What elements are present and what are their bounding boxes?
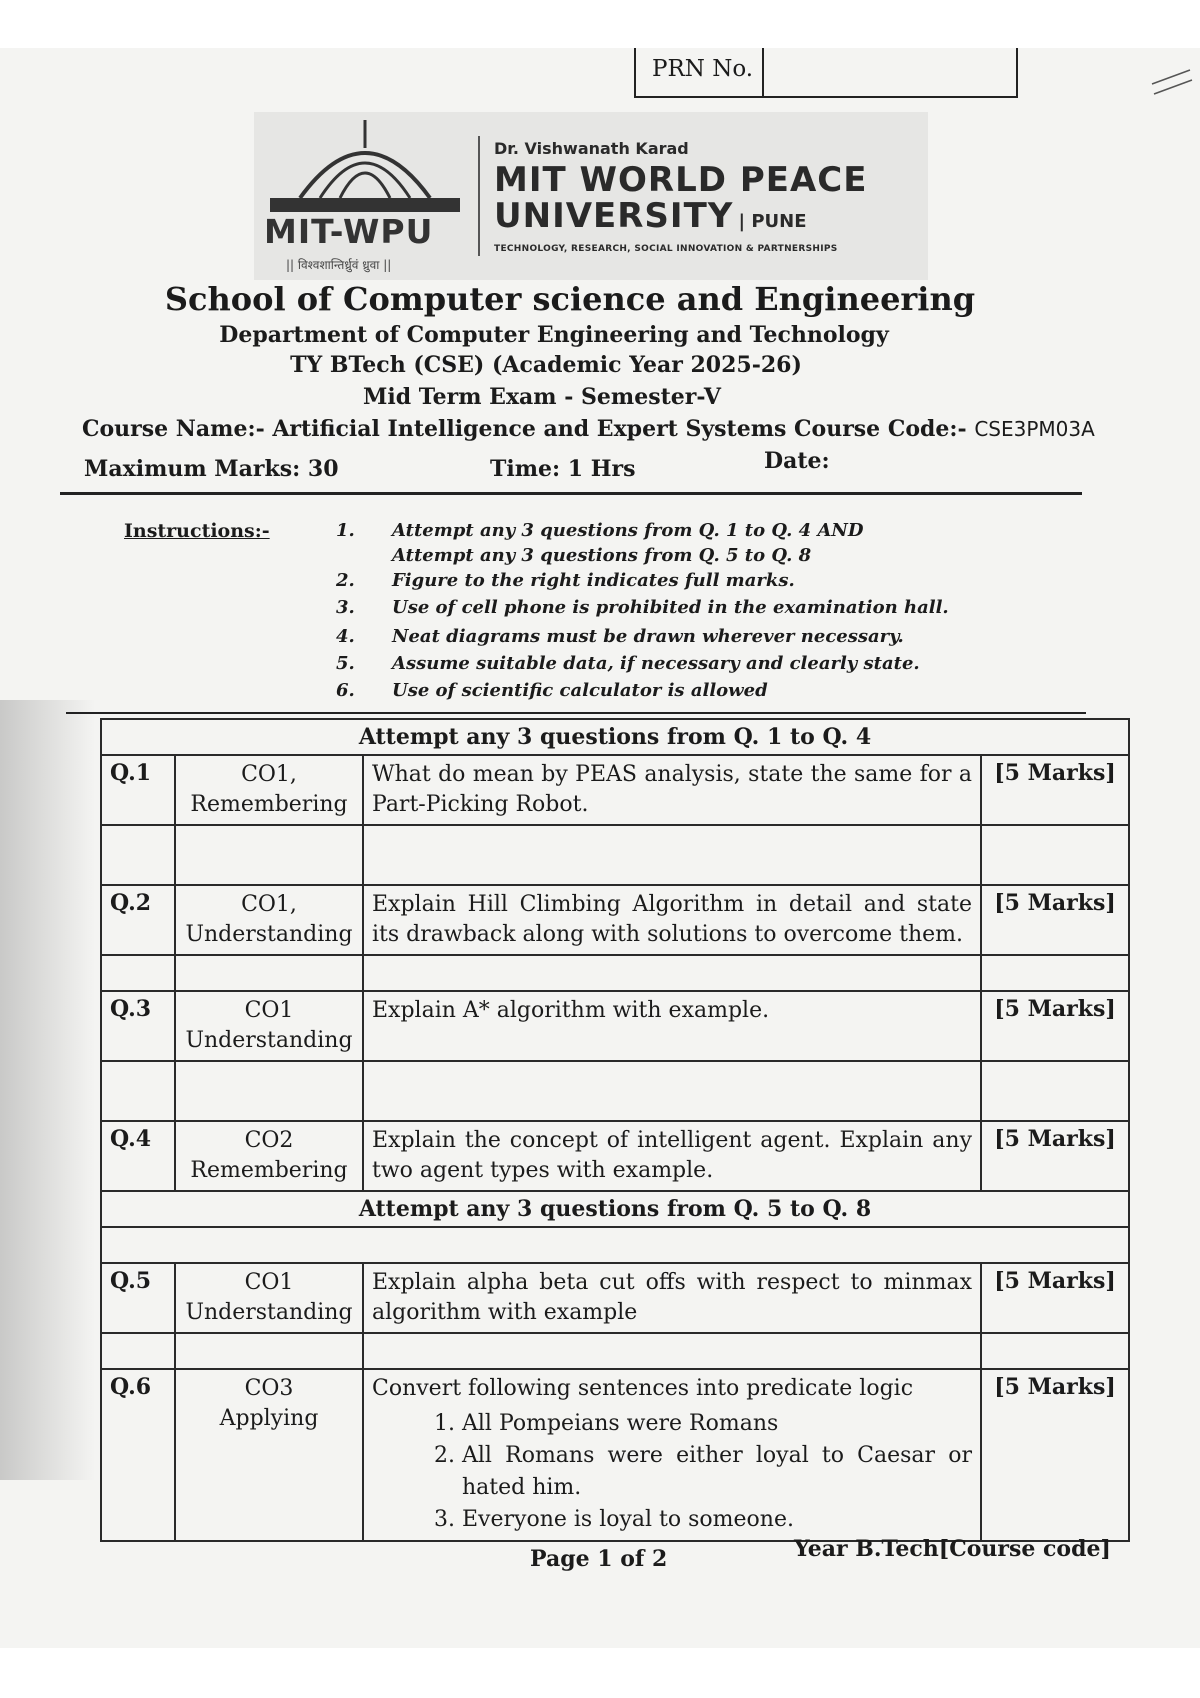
question-number: Q.1 — [101, 755, 175, 825]
question-text: Explain the concept of intelligent agent. Explain any two agent types with example. — [363, 1121, 981, 1191]
question-marks: [5 Marks] — [981, 1369, 1129, 1541]
divider-bottom — [66, 712, 1086, 714]
spacer-row — [101, 1227, 1129, 1263]
instruction-item: Attempt any 3 questions from Q. 5 to Q. 8 — [392, 545, 812, 566]
program: TY BTech (CSE) (Academic Year 2025-26) — [290, 352, 802, 378]
logo-city: | PUNE — [738, 210, 807, 232]
logo-founder: Dr. Vishwanath Karad — [494, 138, 689, 158]
sub-question: 1. All Pompeians were Romans — [462, 1408, 972, 1440]
shadow — [0, 700, 95, 1480]
question-marks: [5 Marks] — [981, 1263, 1129, 1333]
instruction-item: Assume suitable data, if necessary and clearly state. — [392, 653, 920, 674]
question-row — [101, 1121, 1129, 1191]
question-number: Q.2 — [101, 885, 175, 955]
question-marks: [5 Marks] — [981, 755, 1129, 825]
prn-field — [764, 48, 1016, 96]
logo-short-name: MIT-WPU — [264, 212, 434, 251]
dome-emblem-icon — [260, 118, 470, 218]
section-b-heading: Attempt any 3 questions from Q. 5 to Q. 8 — [101, 1191, 1129, 1227]
sub-question: 2. All Romans were either loyal to Caesar or hated him. — [462, 1440, 972, 1504]
question-row — [101, 991, 1129, 1061]
course-outcome: CO1 Understanding — [175, 991, 363, 1061]
course-outcome: CO2 Remembering — [175, 1121, 363, 1191]
logo-text — [494, 139, 867, 254]
spacer-row — [101, 1061, 1129, 1121]
question-number: Q.5 — [101, 1263, 175, 1333]
course-outcome: CO1 Understanding — [175, 1263, 363, 1333]
course-line — [82, 416, 1095, 442]
question-text: Explain A* algorithm with example. — [363, 991, 981, 1061]
prn-box — [634, 48, 1018, 98]
university-logo — [254, 112, 928, 280]
question-text: Explain Hill Climbing Algorithm in detail and state its drawback along with solutions to overcome them. — [363, 885, 981, 955]
instruction-num: 4. — [336, 626, 355, 647]
instruction-num: 3. — [336, 597, 355, 618]
section-row — [101, 719, 1129, 755]
question-text: Explain alpha beta cut offs with respect to minmax algorithm with example — [363, 1263, 981, 1333]
question-number: Q.3 — [101, 991, 175, 1061]
question-marks: [5 Marks] — [981, 991, 1129, 1061]
sub-question: 3. Everyone is loyal to someone. — [462, 1504, 972, 1536]
question-marks: [5 Marks] — [981, 885, 1129, 955]
question-marks: [5 Marks] — [981, 1121, 1129, 1191]
course-outcome: CO1, Understanding — [175, 885, 363, 955]
logo-name-line2: UNIVERSITY — [494, 195, 734, 236]
section-a-heading: Attempt any 3 questions from Q. 1 to Q. 4 — [101, 719, 1129, 755]
spacer-row — [101, 825, 1129, 885]
pen-mark-icon — [1150, 66, 1194, 104]
instruction-item: Use of scientific calculator is allowed — [392, 680, 768, 701]
question-row — [101, 755, 1129, 825]
exam-name: Mid Term Exam - Semester-V — [363, 384, 721, 410]
question-text — [363, 1369, 981, 1541]
logo-motto: || विश्वशान्तिर्ध्रुवं ध्रुवा || — [286, 258, 392, 272]
max-marks: Maximum Marks: 30 — [84, 456, 339, 482]
instruction-item: Neat diagrams must be drawn wherever necessary. — [392, 626, 904, 647]
footer-year: Year B.Tech[Course code] — [794, 1536, 1111, 1562]
spacer-row — [101, 955, 1129, 991]
sub-question-list — [372, 1408, 972, 1536]
logo-divider — [478, 136, 480, 256]
instruction-item: Use of cell phone is prohibited in the examination hall. — [392, 597, 949, 618]
question-number: Q.6 — [101, 1369, 175, 1541]
questions-table — [100, 718, 1130, 1542]
question-row — [101, 1263, 1129, 1333]
course-name: Course Name:- Artificial Intelligence and Expert Systems Course Code:- — [82, 416, 967, 442]
question-prompt: Convert following sentences into predicate logic — [372, 1376, 914, 1401]
section-row — [101, 1191, 1129, 1227]
instruction-num: 2. — [336, 570, 355, 591]
divider-top — [60, 492, 1082, 495]
exam-date: Date: — [764, 448, 830, 474]
instruction-num: 1. — [336, 520, 355, 541]
course-outcome: CO1, Remembering — [175, 755, 363, 825]
spacer-row — [101, 1333, 1129, 1369]
emblem — [254, 112, 474, 280]
course-code: CSE3PM03A — [974, 417, 1095, 441]
department: Department of Computer Engineering and Technology — [219, 322, 889, 348]
instruction-num: 6. — [336, 680, 355, 701]
instructions-label: Instructions:- — [124, 520, 270, 542]
logo-tagline: TECHNOLOGY, RESEARCH, SOCIAL INNOVATION & PARTNERSHIPS — [494, 243, 838, 254]
question-number: Q.4 — [101, 1121, 175, 1191]
question-text: What do mean by PEAS analysis, state the same for a Part-Picking Robot. — [363, 755, 981, 825]
prn-label: PRN No. — [636, 48, 764, 96]
instruction-num: 5. — [336, 653, 355, 674]
exam-time: Time: 1 Hrs — [490, 456, 636, 482]
page-number: Page 1 of 2 — [530, 1546, 668, 1572]
question-row — [101, 1369, 1129, 1541]
course-outcome: CO3 Applying — [175, 1369, 363, 1541]
instruction-item: Figure to the right indicates full marks. — [392, 570, 795, 591]
question-row — [101, 885, 1129, 955]
logo-name-line1: MIT WORLD PEACE — [494, 159, 868, 200]
instruction-item: Attempt any 3 questions from Q. 1 to Q. 4 AND — [392, 520, 864, 541]
school-title: School of Computer science and Engineering — [164, 280, 976, 318]
